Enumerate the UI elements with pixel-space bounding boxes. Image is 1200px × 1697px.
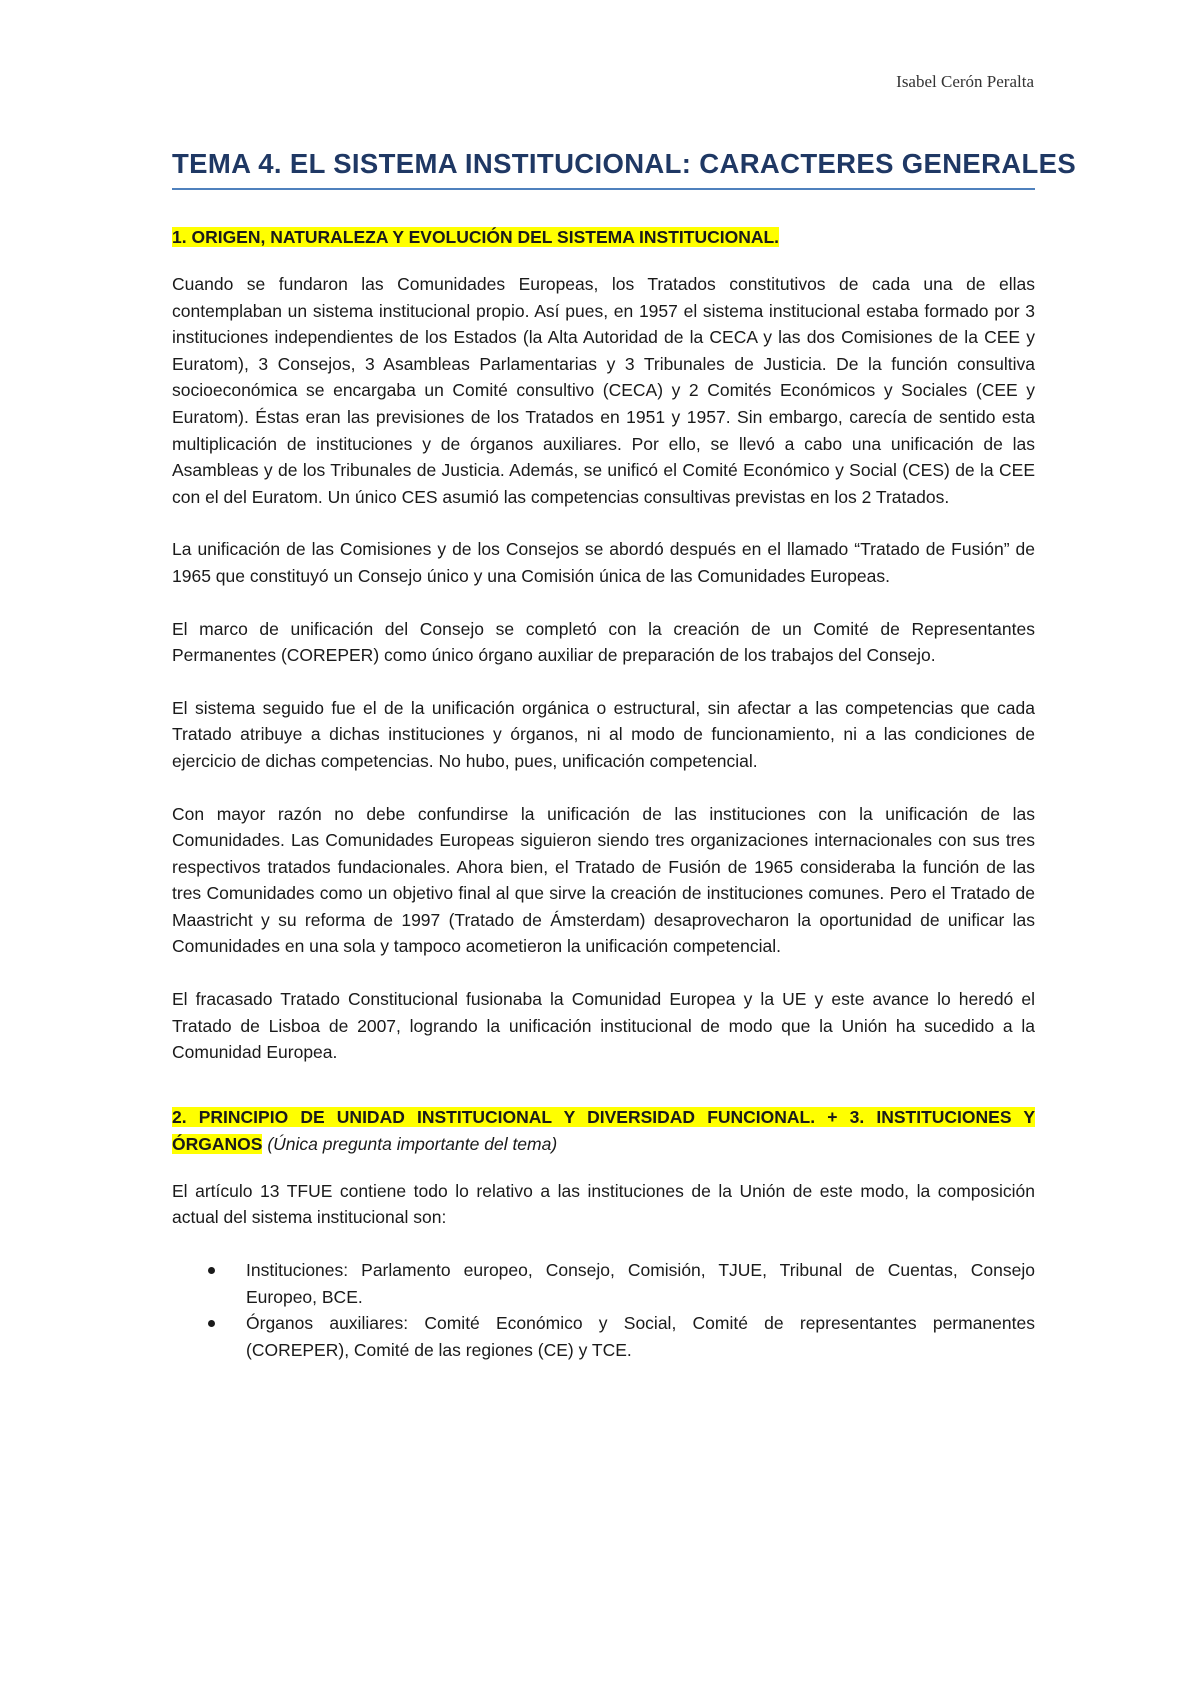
bullet-icon — [208, 1320, 215, 1327]
section-2-heading-text: 2. PRINCIPIO DE UNIDAD INSTITUCIONAL Y DIVERSIDAD FUNCIONAL. + 3. INSTITUCIONES Y ÓRGANOS — [172, 1106, 1035, 1154]
spacer — [172, 590, 1035, 616]
section-1-paragraph-5: Con mayor razón no debe confundirse la unificación de las instituciones con la unificación de las Comunidades. Las Comunidades Europeas siguieron siendo tres organizaciones internacionales con sus tres respectivos tratados fundacionales. Ahora bien, el Tratado de Fusión de 1965 consideraba la función de las tres Comunidades como un objetivo final al que sirve la creación de instituciones comunes. Pero el Tratado de Maastricht y su reforma de 1997 (Tratado de Ámsterdam) desaprovecharon la oportunidad de unificar las Comunidades en una sola y tampoco acometieron la unificación competencial. — [172, 803, 1035, 957]
section-2-heading — [172, 1104, 1035, 1158]
list-item-text: Órganos auxiliares: Comité Económico y Social, Comité de representantes permanentes (COREPER), Comité de las regiones (CE) y TCE. — [246, 1313, 1035, 1360]
section-2-heading-note: (Única pregunta importante del tema) — [267, 1133, 558, 1154]
section-1-paragraph-1: Cuando se fundaron las Comunidades Europeas, los Tratados constitutivos de cada una de ellas contemplaban un sistema institucional propio. Así pues, en 1957 el sistema institucional estaba formado por 3 instituciones independientes de los Estados (la Alta Autoridad de la CECA y las dos Comisiones de la CEE y Euratom), 3 Consejos, 3 Asambleas Parlamentarias y 3 Tribunales de Justicia. De la función consultiva socioeconómica se encargaba un Comité consultivo (CECA) y 2 Comités Económicos y Sociales (CEE y Euratom). Éstas eran las previsiones de los Tratados en 1951 y 1957. Sin embargo, carecía de sentido esta multiplicación de instituciones y de órganos auxiliares. Por ello, se llevó a cabo una unificación de las Asambleas y de los Tribunales de Justicia. Además, se unificó el Comité Económico y Social (CES) de la CEE con el del Euratom. Un único CES asumió las competencias consultivas previstas en los 2 Tratados. — [172, 274, 1035, 507]
spacer — [172, 960, 1035, 986]
spacer — [172, 1158, 1035, 1178]
spacer — [172, 775, 1035, 801]
section-1-paragraph-3: El marco de unificación del Consejo se completó con la creación de un Comité de Representantes Permanentes (COREPER) como único órgano auxiliar de preparación de los trabajos del Consejo. — [172, 618, 1035, 666]
list-item — [172, 1310, 1035, 1363]
section-1-heading-text: 1. ORIGEN, NATURALEZA Y EVOLUCIÓN DEL SISTEMA INSTITUCIONAL. — [172, 227, 780, 247]
header-author: Isabel Cerón Peralta — [896, 72, 1034, 91]
list-item-text: Instituciones: Parlamento europeo, Consejo, Comisión, TJUE, Tribunal de Cuentas, Consejo Europeo, BCE. — [246, 1260, 1035, 1307]
list-item — [172, 1257, 1035, 1310]
institutions-list — [172, 1257, 1035, 1363]
spacer — [172, 669, 1035, 695]
section-1-paragraph-2: La unificación de las Comisiones y de los Consejos se abordó después en el llamado “Tratado de Fusión” de 1965 que constituyó un Consejo único y una Comisión única de las Comunidades Europeas. — [172, 539, 1035, 586]
page-title: TEMA 4. EL SISTEMA INSTITUCIONAL: CARACTERES GENERALES — [172, 148, 1035, 190]
spacer — [172, 1231, 1035, 1257]
spacer — [172, 251, 1035, 271]
spacer — [172, 190, 1035, 224]
bullet-icon — [208, 1267, 215, 1274]
document-body — [172, 148, 1077, 1363]
spacer — [172, 510, 1035, 536]
section-2-intro: El artículo 13 TFUE contiene todo lo relativo a las instituciones de la Unión de este modo, la composición actual del sistema institucional son: — [172, 1180, 1035, 1228]
section-1-paragraph-6: El fracasado Tratado Constitucional fusionaba la Comunidad Europea y la UE y este avance lo heredó el Tratado de Lisboa de 2007, logrando la unificación institucional de modo que la Unión ha sucedido a la Comunidad Europea. — [172, 989, 1035, 1063]
spacer — [172, 1066, 1035, 1104]
section-1-paragraph-4: El sistema seguido fue el de la unificación orgánica o estructural, sin afectar a las competencias que cada Tratado atribuye a dichas instituciones y órganos, ni al modo de funcionamiento, ni a las condiciones de ejercicio de dichas competencias. No hubo, pues, unificación competencial. — [172, 697, 1035, 771]
section-1-heading — [172, 224, 1035, 251]
